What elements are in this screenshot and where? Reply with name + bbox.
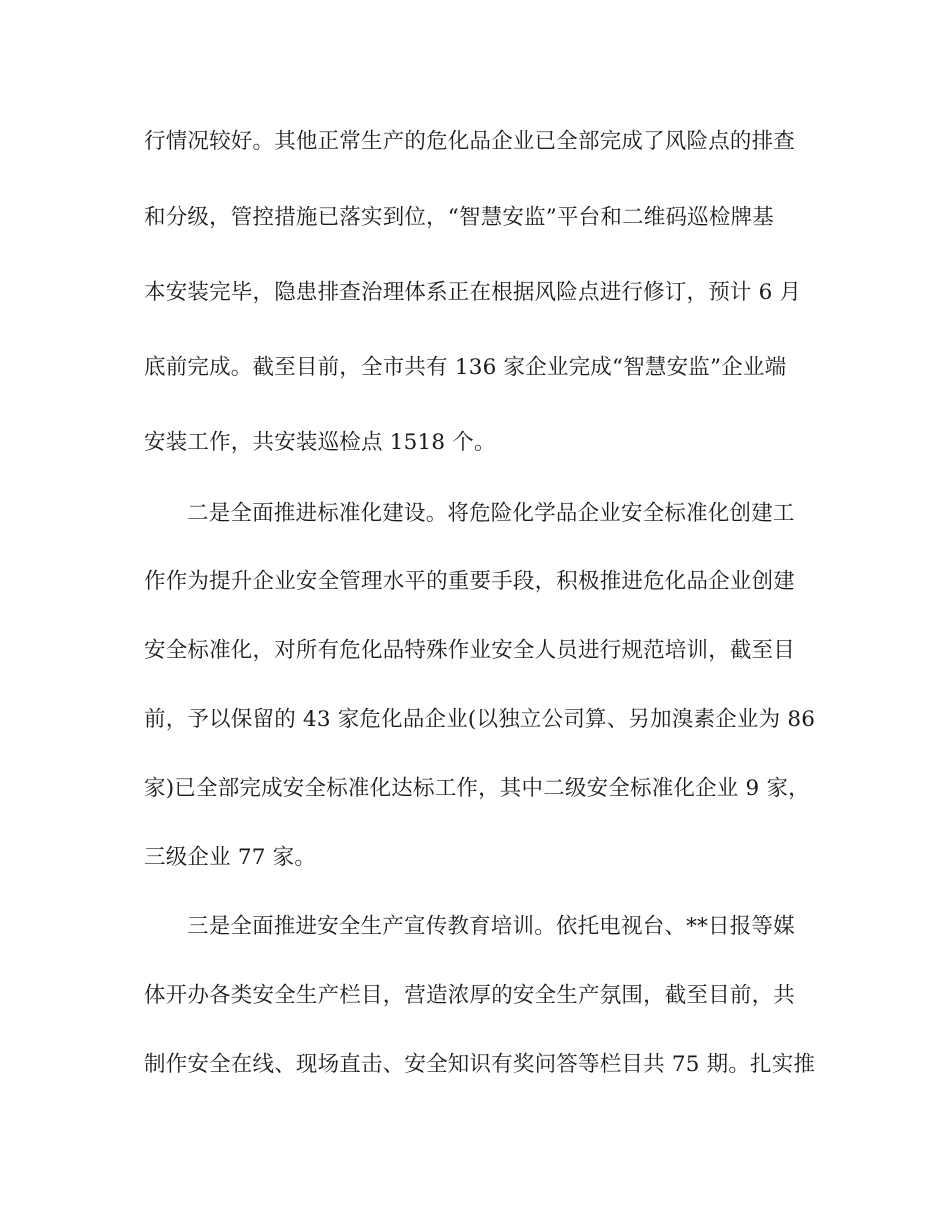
text-line: 三级企业 77 家。 (144, 845, 317, 870)
text-line: 家)已全部完成安全标准化达标工作，其中二级安全标准化企业 9 家， (144, 776, 810, 801)
text-line: 体开办各类安全生产栏目，营造浓厚的安全生产氛围，截至目前，共 (144, 983, 796, 1008)
paragraph-start-line: 二是全面推进标准化建设。将危险化学品企业安全标准化创建工 (187, 501, 795, 526)
text-line: 行情况较好。其他正常生产的危化品企业已全部完成了风险点的排查 (144, 129, 796, 154)
text-line: 作作为提升企业安全管理水平的重要手段，积极推进危化品企业创建 (144, 569, 796, 594)
paragraph-start-line: 三是全面推进安全生产宣传教育培训。依托电视台、**日报等媒 (187, 914, 795, 939)
text-line: 和分级，管控措施已落实到位，“智慧安监”平台和二维码巡检牌基 (144, 205, 774, 230)
text-line: 本安装完毕，隐患排查治理体系正在根据风险点进行修订，预计 6 月 (144, 280, 802, 305)
text-line: 底前完成。截至目前，全市共有 136 家企业完成“智慧安监”企业端 (144, 355, 787, 380)
text-line: 前，予以保留的 43 家危化品企业(以独立公司算、另加溴素企业为 86 (144, 707, 816, 732)
text-line: 安全标准化，对所有危化品特殊作业安全人员进行规范培训，截至目 (144, 638, 796, 663)
text-line: 制作安全在线、现场直击、安全知识有奖问答等栏目共 75 期。扎实推 (144, 1052, 816, 1077)
text-line: 安装工作，共安装巡检点 1518 个。 (144, 430, 496, 455)
